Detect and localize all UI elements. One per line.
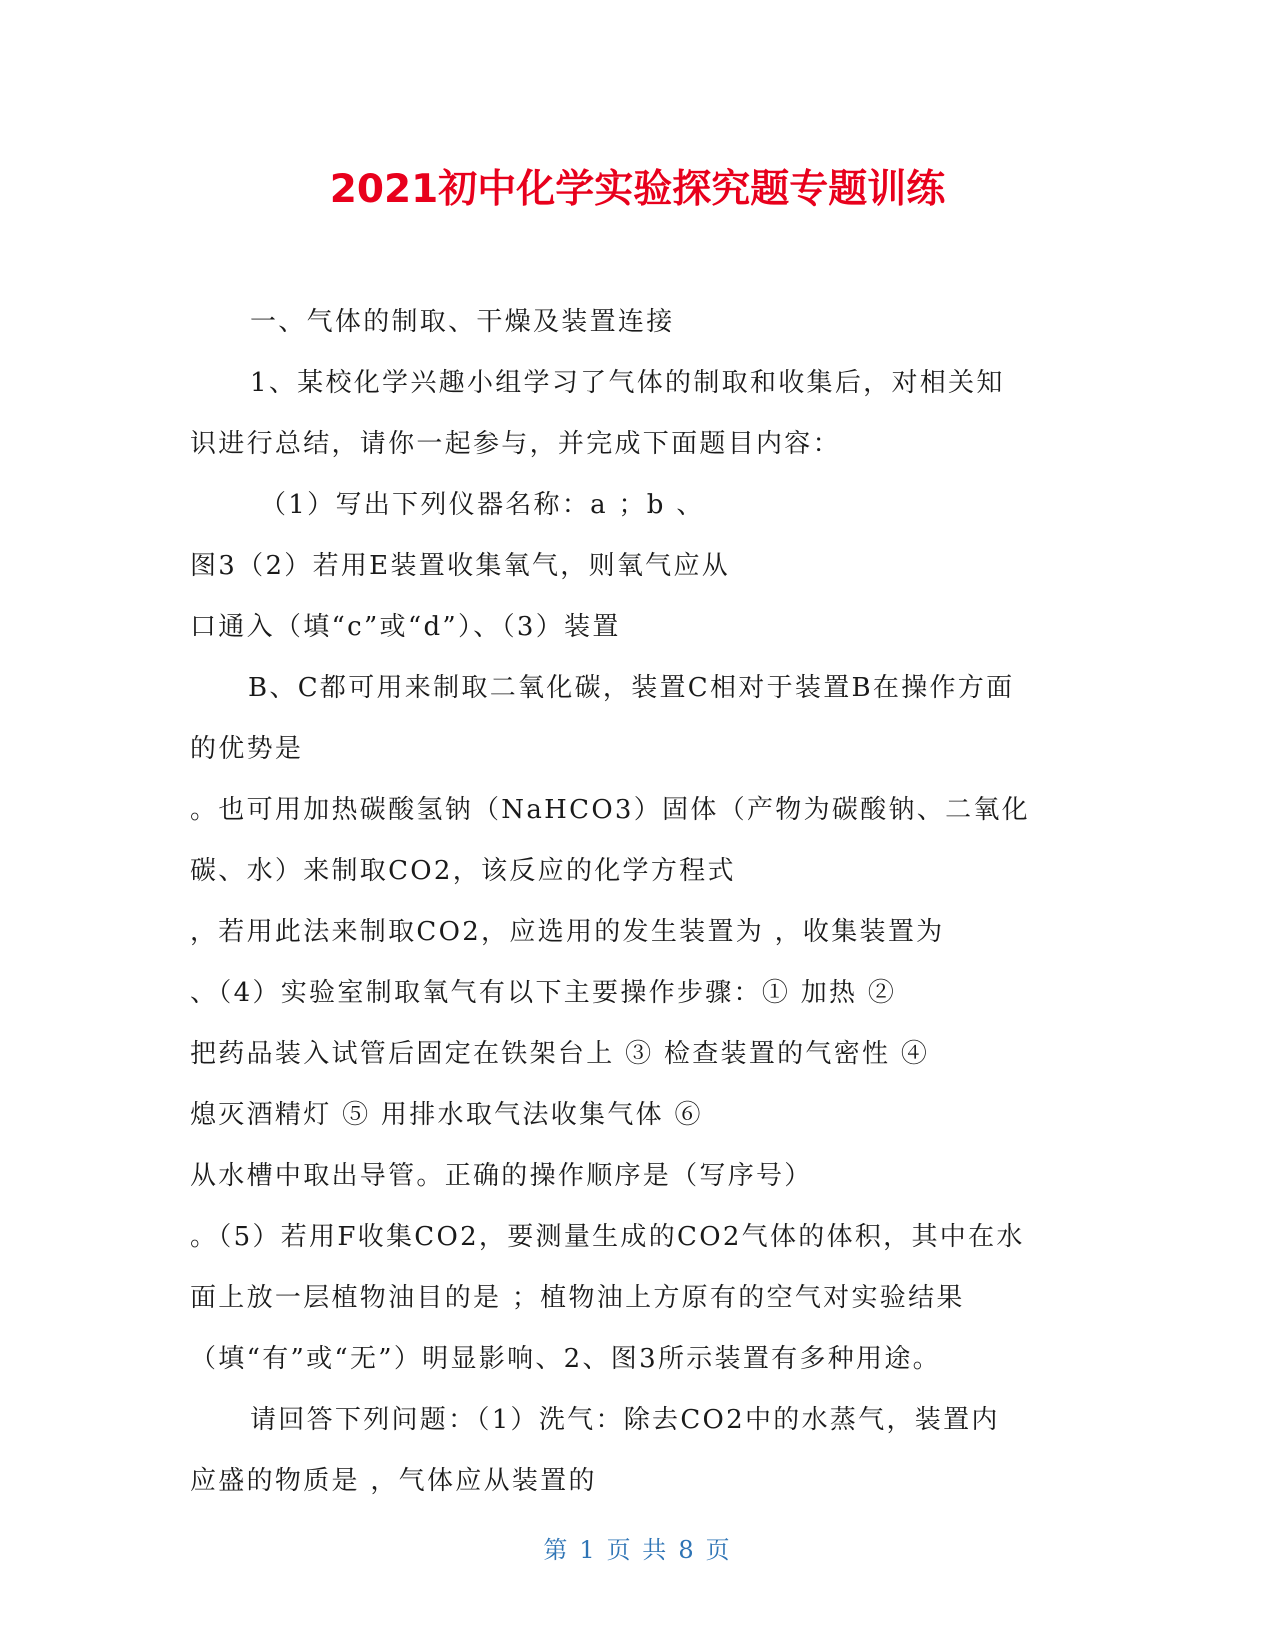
document-title: 2021初中化学实验探究题专题训练 (329, 167, 946, 212)
paragraph-line: 1、某校化学兴趣小组学习了气体的制取和收集后，对相关知 (250, 368, 1005, 398)
paragraph-line: 应盛的物质是 ，气体应从装置的 (190, 1466, 597, 1496)
footer-suffix: 页 (705, 1536, 732, 1564)
paragraph-line: 碳、水）来制取CO2，该反应的化学方程式 (190, 856, 736, 886)
paragraph-line: 。（5）若用F收集CO2，要测量生成的CO2气体的体积，其中在水 (190, 1222, 1025, 1252)
paragraph-line: 识进行总结，请你一起参与，并完成下面题目内容： (190, 429, 841, 459)
paragraph-line: B、C都可用来制取二氧化碳，装置C相对于装置B在操作方面 (248, 673, 1015, 703)
paragraph-line: ，若用此法来制取CO2，应选用的发生装置为 ，收集装置为 (190, 917, 945, 947)
paragraph-line: 请回答下列问题：（1）洗气：除去CO2中的水蒸气，装置内 (250, 1405, 1000, 1435)
page-footer (0, 1530, 1275, 1565)
paragraph-line: 从水槽中取出导管。正确的操作顺序是（写序号） (190, 1161, 813, 1191)
paragraph-line: 、（4）实验室制取氧气有以下主要操作步骤：① 加热 ② (190, 978, 897, 1008)
paragraph-line: （填“有”或“无”）明显影响、2、图3所示装置有多种用途。 (190, 1344, 941, 1374)
footer-prefix: 第 (543, 1536, 570, 1564)
paragraph-line: 。也可用加热碳酸氢钠（NaHCO3）固体（产物为碳酸钠、二氧化 (190, 795, 1030, 825)
section-heading: 一、气体的制取、干燥及装置连接 (250, 307, 675, 337)
paragraph-line: 图3（2）若用E装置收集氧气，则氧气应从 (190, 551, 731, 581)
paragraph-line: 的优势是 (190, 734, 304, 764)
paragraph-line: 面上放一层植物油目的是 ；植物油上方原有的空气对实验结果 (190, 1283, 965, 1313)
paragraph-line: 口通入（填“c”或“d”）、（3）装置 (190, 612, 621, 642)
paragraph-line: 把药品装入试管后固定在铁架台上 ③ 检查装置的气密性 ④ (190, 1039, 930, 1069)
footer-total-pages: 8 (678, 1536, 696, 1564)
footer-middle: 页 共 (606, 1536, 669, 1564)
document-body (190, 292, 1090, 1512)
paragraph-line: （1）写出下列仪器名称：a ；b 、 (260, 490, 705, 520)
footer-page-number: 1 (579, 1536, 597, 1564)
paragraph-line: 熄灭酒精灯 ⑤ 用排水取气法收集气体 ⑥ (190, 1100, 703, 1130)
